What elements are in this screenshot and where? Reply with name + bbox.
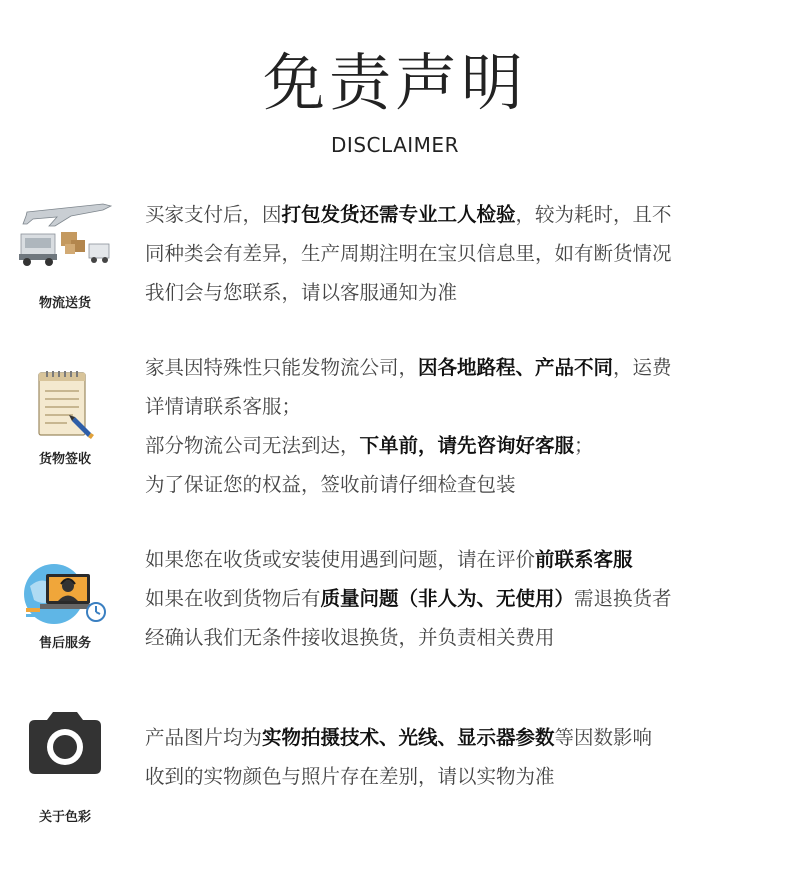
document-sign-icon [0, 367, 130, 443]
camera-icon [0, 710, 130, 776]
text-line [145, 540, 785, 579]
text-line [145, 195, 785, 234]
after-sales-label: 售后服务 [38, 636, 91, 651]
text-line [145, 757, 785, 796]
body-text: 同种类会有差异，生产周期注明在宝贝信息里，如有断货情况 [145, 242, 672, 265]
receipt-label: 货物签收 [38, 452, 91, 467]
page-subtitle: DISCLAIMER [331, 133, 459, 157]
body-text: 经确认我们无条件接收退换货，并负责相关费用 [145, 626, 555, 649]
body-text: ，运费 [613, 356, 672, 379]
body-text: 详情请联系客服； [145, 395, 302, 418]
customer-service-icon [0, 560, 130, 630]
text-line [145, 273, 785, 312]
body-text: ，较为耗时，且不 [515, 203, 672, 226]
color-label: 关于色彩 [38, 810, 91, 825]
body-text: 买家支付后，因 [145, 203, 282, 226]
body-text: 等因数影响 [554, 726, 653, 749]
text-line [145, 348, 785, 387]
body-text: 我们会与您联系，请以客服通知为准 [145, 281, 458, 304]
emphasis-text: 质量问题（非人为、无使用） [320, 587, 575, 610]
receipt-text [145, 348, 785, 504]
text-line [145, 387, 785, 426]
body-text: 产品图片均为 [145, 726, 263, 749]
body-text: ； [574, 434, 594, 457]
page-title: 免责声明 [262, 46, 527, 119]
body-text: 收到的实物颜色与照片存在差别，请以实物为准 [145, 765, 555, 788]
emphasis-text: 因各地路程、产品不同 [418, 356, 614, 379]
section-logistics [0, 190, 790, 320]
text-line [145, 426, 785, 465]
body-text: 家具因特殊性只能发物流公司， [145, 356, 419, 379]
emphasis-text: 前联系客服 [535, 548, 633, 571]
text-line [145, 579, 785, 618]
text-line [145, 234, 785, 273]
body-text: 如果您在收货或安装使用遇到问题，请在评价 [145, 548, 536, 571]
section-receipt [0, 345, 790, 495]
body-text: 为了保证您的权益，签收前请仔细检查包装 [145, 473, 516, 496]
emphasis-text: 实物拍摄技术、光线、显示器参数 [262, 726, 555, 749]
logistics-icon [0, 196, 130, 270]
section-color [0, 710, 790, 840]
text-line [145, 718, 785, 757]
logistics-text [145, 195, 785, 312]
emphasis-text: 打包发货还需专业工人检验 [281, 203, 516, 226]
text-line [145, 618, 785, 657]
text-line [145, 465, 785, 504]
body-text: 需退换货者 [574, 587, 672, 610]
section-after-sales [0, 540, 790, 660]
after-sales-text [145, 540, 785, 657]
color-text [145, 718, 785, 796]
body-text: 部分物流公司无法到达， [145, 434, 360, 457]
logistics-label: 物流送货 [38, 296, 91, 311]
body-text: 如果在收到货物后有 [145, 587, 321, 610]
emphasis-text: 下单前，请先咨询好客服 [359, 434, 575, 457]
